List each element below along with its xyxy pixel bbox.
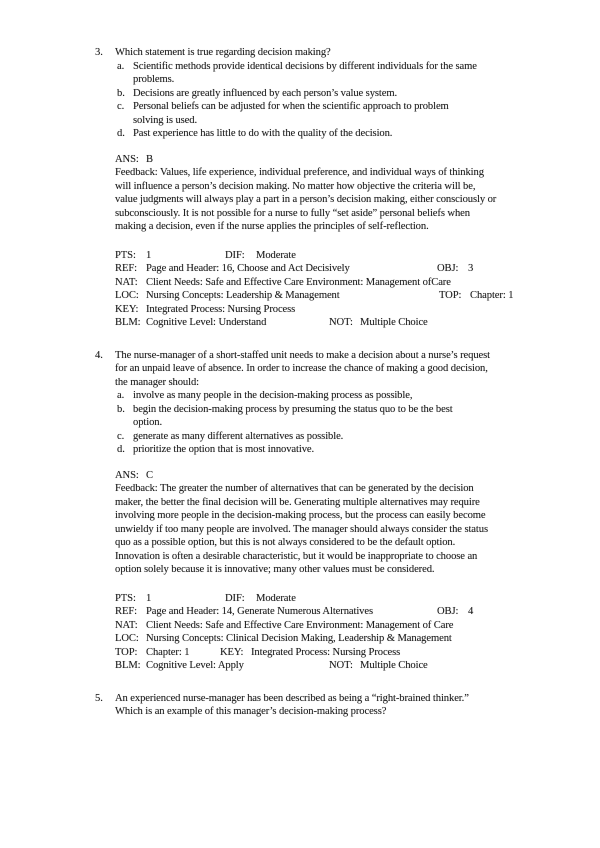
meta-line (115, 619, 565, 633)
option-text-line: option. (133, 417, 163, 428)
option-text-line: begin the decision-making process by presuming the status quo to be the best (133, 403, 453, 415)
question-text-line: for an unpaid leave of absence. In order to increase the chance of making a good decision, (115, 363, 488, 374)
feedback-line: value judgments will always play a part in a person’s decision making, either consciously or (115, 194, 497, 205)
feedback-line: making a decision, even if the nurse applies the principles of self-reflection. (115, 221, 429, 232)
meta-line (115, 659, 565, 673)
meta-value: Chapter: 1 (146, 646, 190, 658)
option-text (133, 127, 565, 141)
option-letter: d. (117, 444, 125, 455)
option-letter: b. (117, 403, 125, 415)
meta-column (220, 646, 400, 660)
option-letter: c. (117, 430, 125, 442)
question-body (115, 46, 565, 330)
meta-column (115, 263, 350, 274)
option-item (115, 403, 565, 430)
document-content (95, 46, 565, 719)
meta-label: NOT: (329, 317, 353, 328)
meta-line (115, 646, 565, 660)
question-number: 3. (95, 47, 103, 58)
answer-line (115, 153, 565, 167)
option-item (115, 100, 565, 127)
feedback-line: option solely because it is innovative; many other values must be considered. (115, 564, 435, 575)
meta-column (115, 593, 151, 604)
option-item (115, 60, 565, 87)
meta-value: 4 (468, 606, 474, 617)
option-text-line: Decisions are greatly influenced by each person’s value system. (133, 87, 398, 99)
feedback-line: Feedback: Values, life experience, individual preference, and individual ways of thinking (115, 167, 484, 178)
meta-value: Client Needs: Safe and Effective Care Environment: Management of Care (146, 619, 454, 631)
feedback-line: maker, the better the final decision will be. Generating multiple alternatives may require (115, 496, 480, 508)
meta-line (115, 592, 565, 606)
option-text (133, 443, 565, 457)
option-text-line: Past experience has little to do with the quality of the decision. (133, 128, 393, 139)
meta-label: OBJ: (437, 263, 459, 274)
option-letter: d. (117, 128, 125, 139)
meta-label: PTS: (115, 249, 136, 261)
meta-line (115, 316, 565, 330)
feedback-line: involving more people in the decision-making process, but the process can easily become (115, 510, 486, 521)
answer-label: ANS: (115, 153, 139, 165)
question-block (95, 46, 565, 330)
question-text (115, 349, 565, 390)
option-item (115, 389, 565, 403)
question-text (115, 46, 565, 60)
question-text-line: Which statement is true regarding decision making? (115, 47, 331, 58)
option-letter: b. (117, 87, 125, 99)
options-list (115, 389, 565, 457)
meta-label: OBJ: (437, 606, 459, 617)
options-list (115, 60, 565, 141)
meta-value: Cognitive Level: Understand (146, 317, 267, 328)
meta-label: LOC: (115, 290, 139, 301)
meta-value: Page and Header: 14, Generate Numerous Alternatives (146, 606, 373, 617)
meta-label: KEY: (220, 646, 244, 658)
meta-value: Moderate (256, 592, 296, 604)
meta-value: Nursing Concepts: Leadership & Management (146, 290, 340, 301)
answer-value: C (146, 469, 153, 481)
feedback-text (115, 166, 565, 234)
option-text-line: Scientific methods provide identical decisions by different individuals for the same (133, 60, 477, 72)
meta-column (115, 304, 295, 315)
meta-label: PTS: (115, 592, 136, 604)
meta-label: NAT: (115, 619, 138, 631)
option-text-line: solving is used. (133, 114, 198, 126)
meta-label: TOP: (439, 290, 462, 301)
meta-label: NAT: (115, 276, 138, 288)
question-text-line: the manager should: (115, 376, 200, 388)
option-text (133, 60, 565, 87)
meta-label: REF: (115, 606, 137, 617)
option-text-line: prioritize the option that is most innovative. (133, 444, 315, 455)
question-text-line: The nurse-manager of a short-staffed unit needs to make a decision about a nurse’s request (115, 349, 490, 361)
meta-column (115, 620, 453, 631)
meta-column (115, 277, 451, 288)
option-text-line: Personal beliefs can be adjusted for when the scientific approach to problem (133, 101, 449, 112)
feedback-line: unwieldy if too many people are involved. The manager should always consider the status (115, 523, 488, 535)
option-item (115, 87, 565, 101)
meta-value: Integrated Process: Nursing Process (251, 646, 401, 658)
meta-column (115, 317, 266, 328)
meta-column (439, 289, 513, 303)
meta-value: Page and Header: 16, Choose and Act Decisively (146, 263, 350, 274)
meta-label: TOP: (115, 646, 138, 658)
meta-value: Moderate (256, 249, 296, 261)
option-item (115, 430, 565, 444)
meta-value: Nursing Concepts: Clinical Decision Making, Leadership & Management (146, 633, 452, 644)
option-letter: a. (117, 60, 125, 72)
meta-column (437, 605, 473, 619)
meta-label: LOC: (115, 633, 139, 644)
question-number: 4. (95, 349, 103, 361)
option-item (115, 127, 565, 141)
meta-column (115, 250, 151, 261)
question-number: 5. (95, 692, 103, 704)
meta-column (329, 316, 428, 330)
meta-label: BLM: (115, 660, 141, 671)
feedback-line: subconsciously. It is not possible for a nurse to fully “set aside” personal beliefs when (115, 207, 470, 219)
meta-label: NOT: (329, 660, 353, 671)
meta-line (115, 262, 565, 276)
answer-value: B (146, 153, 153, 165)
question-body (115, 349, 565, 673)
meta-value: Multiple Choice (360, 660, 428, 671)
meta-line (115, 303, 565, 317)
meta-line (115, 249, 565, 263)
feedback-text (115, 482, 565, 577)
option-letter: a. (117, 390, 125, 401)
meta-label: DIF: (225, 249, 245, 261)
meta-column (437, 262, 473, 276)
meta-column (115, 647, 189, 658)
option-text (133, 389, 565, 403)
feedback-line: Innovation is often a desirable characteristic, but it would be inappropriate to choose an (115, 550, 478, 562)
answer-label: ANS: (115, 469, 139, 481)
meta-line (115, 605, 565, 619)
meta-column (115, 606, 373, 617)
meta-label: KEY: (115, 303, 139, 315)
meta-value: 3 (468, 263, 474, 274)
meta-value: Cognitive Level: Apply (146, 660, 244, 671)
question-text-line: Which is an example of this manager’s decision-making process? (115, 706, 387, 717)
meta-column (115, 290, 340, 301)
question-block (95, 692, 565, 719)
feedback-line: quo as a possible option, but this is not always considered to be the default option. (115, 537, 456, 548)
meta-column (225, 592, 296, 606)
question-body (115, 692, 565, 719)
option-text-line: generate as many different alternatives as possible. (133, 430, 344, 442)
metadata-block (115, 249, 565, 330)
meta-label: DIF: (225, 592, 245, 604)
option-text (133, 87, 565, 101)
question-text (115, 692, 565, 719)
meta-value: Integrated Process: Nursing Process (146, 303, 296, 315)
meta-value: Client Needs: Safe and Effective Care Environment: Management ofCare (146, 276, 451, 288)
meta-value: 1 (146, 592, 152, 604)
meta-line (115, 289, 565, 303)
option-text (133, 100, 565, 127)
question-text-line: An experienced nurse-manager has been described as being a “right-brained thinker.” (115, 692, 469, 704)
option-text (133, 403, 565, 430)
meta-label: BLM: (115, 317, 141, 328)
meta-column (225, 249, 296, 263)
meta-value: 1 (146, 249, 152, 261)
option-letter: c. (117, 101, 125, 112)
feedback-line: will influence a person’s decision making. No matter how objective the criteria will be, (115, 180, 476, 192)
meta-value: Multiple Choice (360, 317, 428, 328)
meta-label: REF: (115, 263, 137, 274)
option-text-line: involve as many people in the decision-making process as possible, (133, 390, 413, 401)
question-block (95, 349, 565, 673)
meta-line (115, 276, 565, 290)
option-text (133, 430, 565, 444)
metadata-block (115, 592, 565, 673)
meta-column (115, 633, 452, 644)
option-text-line: problems. (133, 74, 175, 85)
meta-line (115, 632, 565, 646)
meta-value: Chapter: 1 (470, 290, 514, 301)
feedback-line: Feedback: The greater the number of alternatives that can be generated by the decision (115, 483, 474, 494)
answer-line (115, 469, 565, 483)
meta-column (115, 660, 244, 671)
option-item (115, 443, 565, 457)
meta-column (329, 659, 428, 673)
